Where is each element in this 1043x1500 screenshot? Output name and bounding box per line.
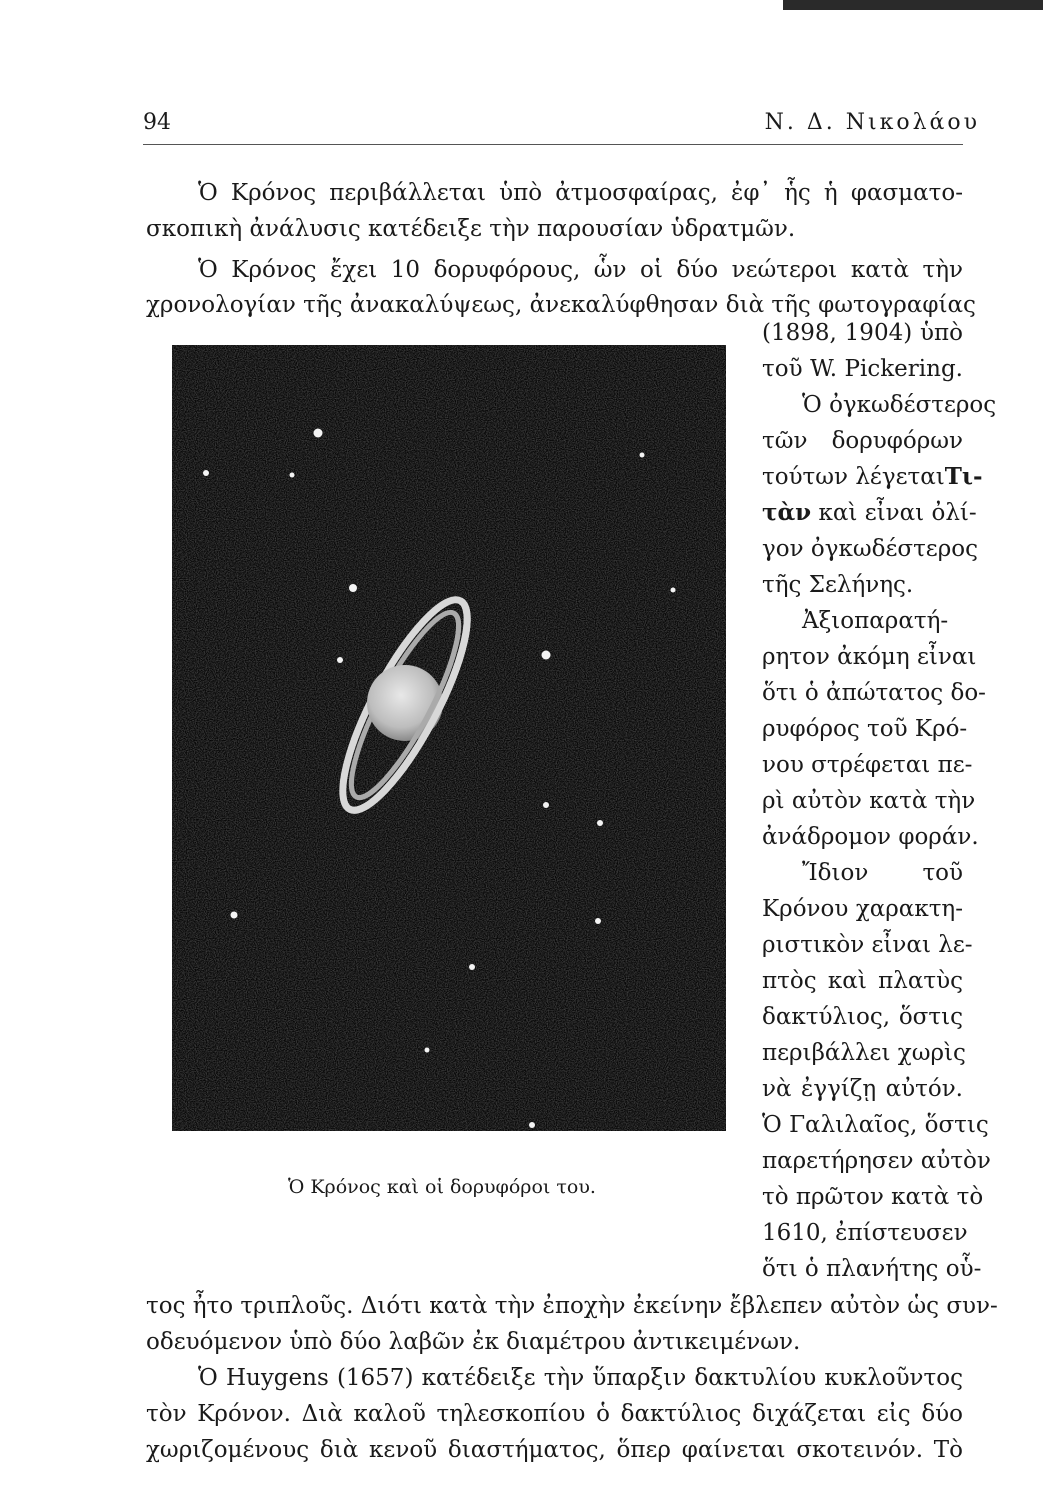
column-line: παρετήρησεν αὐτὸν <box>762 1148 991 1174</box>
text-line: χωριζομένους διὰ κενοῦ διαστήματος, ὅπερ φαίνεται σκοτεινόν. Τὸ <box>146 1437 963 1463</box>
column-line: Ἀξιοπαρατή- <box>802 608 949 634</box>
column-line: Ὁ ὀγκωδέστερος <box>802 392 997 418</box>
column-line: ὅτι ὁ πλανήτης οὗ- <box>762 1256 982 1282</box>
column-text: τούτων λέγεται <box>762 464 945 490</box>
column-line: περιβάλλει χωρὶς <box>762 1040 966 1066</box>
column-line: δακτύλιος, ὅστις <box>762 1004 963 1030</box>
text-line: χρονολογίαν τῆς ἀνακαλύψεως, ἀνεκαλύφθησαν διὰ τῆς φωτογραφίας <box>146 292 976 318</box>
column-line: γον ὀγκωδέστερος <box>762 536 978 562</box>
text-line: Ὁ Κρόνος περιβάλλεται ὑπὸ ἀτμοσφαίρας, ἐφ᾽ ἧς ἡ φασματο- <box>198 180 963 206</box>
titan-bold: Τι- <box>944 463 983 490</box>
column-line: πτὸς καὶ πλατὺς <box>762 968 963 994</box>
text-line: οδευόμενον ὑπὸ δύο λαβῶν ἐκ διαμέτρου ἀντικειμένων. <box>146 1329 801 1355</box>
column-line: ρὶ αὐτὸν κατὰ τὴν <box>762 788 976 814</box>
figure-caption: Ὁ Κρόνος καὶ οἱ δορυφόροι του. <box>288 1176 596 1198</box>
column-line: ρητον ἀκόμη εἶναι <box>762 644 977 670</box>
column-line: 1610, ἐπίστευσεν <box>762 1220 968 1246</box>
column-line: τοῦ W. Pickering. <box>762 356 963 382</box>
scan-edge-bar <box>783 0 1043 10</box>
column-line: νου στρέφεται πε- <box>762 752 973 778</box>
column-line <box>762 498 977 528</box>
column-line: Ἴδιον τοῦ <box>802 860 963 886</box>
column-line: τῶν δορυφόρων <box>762 428 963 454</box>
column-line: νὰ ἐγγίζῃ αὐτόν. <box>762 1076 963 1102</box>
column-line: Ὁ Γαλιλαῖος, ὅστις <box>762 1112 989 1138</box>
text-line: τὸν Κρόνον. Διὰ καλοῦ τηλεσκοπίου ὁ δακτύλιος διχάζεται εἰς δύο <box>146 1401 963 1427</box>
text-line: Ὁ Κρόνος ἔχει 10 δορυφόρους, ὧν οἱ δύο νεώτεροι κατὰ τὴν <box>198 257 963 283</box>
column-line: ἀνάδρομον φοράν. <box>762 824 979 850</box>
titan-bold: τὰν <box>762 499 812 526</box>
column-line: τῆς Σελήνης. <box>762 572 914 598</box>
column-line <box>762 462 983 492</box>
header-rule <box>143 144 963 145</box>
column-line: (1898, 1904) ὑπὸ <box>762 320 963 346</box>
text-line: τος ἦτο τριπλοῦς. Διότι κατὰ τὴν ἐποχὴν ἐκείνην ἔβλεπεν αὐτὸν ὡς συν- <box>146 1293 998 1319</box>
column-line: Κρόνου χαρακτη- <box>762 896 963 922</box>
text-line: σκοπικὴ ἀνάλυσις κατέδειξε τὴν παρουσίαν ὑδρατμῶν. <box>146 216 796 242</box>
column-line: ριστικὸν εἶναι λε- <box>762 932 973 958</box>
running-head: Ν. Δ. Νικολάου <box>764 110 980 135</box>
text-line: Ὁ Huygens (1657) κατέδειξε τὴν ὕπαρξιν δακτυλίου κυκλοῦντος <box>198 1365 963 1391</box>
column-line: ρυφόρος τοῦ Κρό- <box>762 716 968 742</box>
column-line: ὅτι ὁ ἀπώτατος δο- <box>762 680 986 706</box>
saturn-image <box>172 345 726 1131</box>
saturn-photograph <box>172 345 726 1131</box>
column-line: τὸ πρῶτον κατὰ τὸ <box>762 1184 984 1210</box>
page-number: 94 <box>143 110 171 135</box>
column-text: καὶ εἶναι ὀλί- <box>818 500 977 526</box>
